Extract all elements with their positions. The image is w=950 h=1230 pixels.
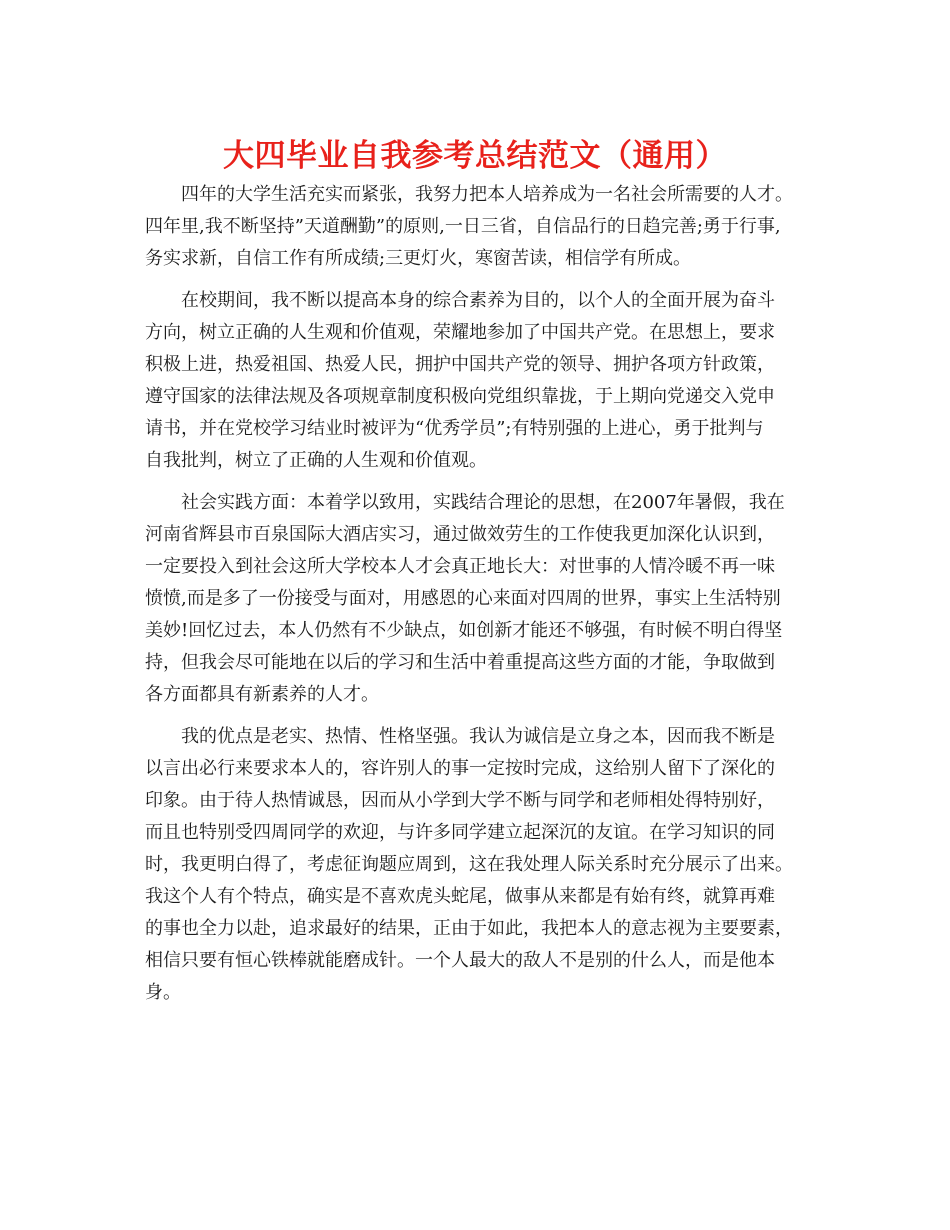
paragraph-line: 的事也全力以赴，追求最好的结果，正由于如此，我把本人的意志视为主要要素，: [145, 918, 793, 939]
paragraph-line: 在校期间，我不断以提高本身的综合素养为目的，以个人的全面开展为奋斗: [181, 290, 775, 311]
paragraph-line: 河南省辉县市百泉国际大酒店实习，通过做效劳生的工作使我更加深化认识到，: [145, 524, 775, 545]
paragraph-line: 四年的大学生活充实而紧张，我努力把本人培养成为一名社会所需要的人才。: [181, 184, 793, 205]
paragraph-line: 社会实践方面：本着学以致用，实践结合理论的思想，在2007年暑假，我在: [181, 492, 785, 513]
paragraph-line: 方向，树立正确的人生观和价值观，荣耀地参加了中国共产党。在思想上，要求: [145, 322, 775, 343]
paragraph-line: 美妙!回忆过去，本人仍然有不少缺点，如创新才能还不够强，有时候不明白得坚: [145, 620, 783, 641]
paragraph-line: 时，我更明白得了，考虑征询题应周到，这在我处理人际关系时充分展示了出来。: [145, 854, 793, 875]
paragraph-line: 相信只要有恒心铁棒就能磨成针。一个人最大的敌人不是别的什么人，而是他本: [145, 950, 775, 971]
paragraph-1: [145, 179, 817, 275]
paragraph-line: 积极上进，热爱祖国、热爱人民，拥护中国共产党的领导、拥护各项方针政策，: [145, 354, 775, 375]
document-body: [145, 179, 817, 1009]
paragraph-line: 我的优点是老实、热情、性格坚强。我认为诚信是立身之本，因而我不断是: [181, 726, 775, 747]
paragraph-line: 一定要投入到社会这所大学校本人才会真正地长大：对世事的人情冷暖不再一味: [145, 556, 775, 577]
paragraph-2: [145, 285, 817, 477]
paragraph-3: [145, 487, 817, 711]
paragraph-line: 印象。由于待人热情诚恳，因而从小学到大学不断与同学和老师相处得特别好，: [145, 790, 775, 811]
paragraph-line: 请书，并在党校学习结业时被评为“优秀学员”;有特别强的上进心，勇于批判与: [145, 418, 764, 439]
paragraph-4: [145, 721, 817, 1009]
paragraph-line: 身。: [145, 982, 181, 1003]
paragraph-line: 愤愤,而是多了一份接受与面对，用感恩的心来面对四周的世界，事实上生活特别: [145, 588, 781, 609]
document-title: 大四毕业自我参考总结范文（通用）: [223, 138, 727, 174]
paragraph-line: 各方面都具有新素养的人才。: [145, 684, 379, 705]
paragraph-line: 持，但我会尽可能地在以后的学习和生活中着重提高这些方面的才能，争取做到: [145, 652, 775, 673]
paragraph-line: 务实求新，自信工作有所成绩;三更灯火，寒窗苦读，相信学有所成。: [145, 248, 692, 269]
paragraph-line: 以言出必行来要求本人的，容许别人的事一定按时完成，这给别人留下了深化的: [145, 758, 775, 779]
paragraph-line: 自我批判，树立了正确的人生观和价值观。: [145, 450, 487, 471]
paragraph-line: 而且也特别受四周同学的欢迎，与许多同学建立起深沉的友谊。在学习知识的同: [145, 822, 775, 843]
paragraph-line: 我这个人有个特点，确实是不喜欢虎头蛇尾，做事从来都是有始有终，就算再难: [145, 886, 775, 907]
paragraph-line: 遵守国家的法律法规及各项规章制度积极向党组织靠拢，于上期向党递交入党申: [145, 386, 775, 407]
paragraph-line: 四年里,我不断坚持”天道酬勤”的原则,一日三省，自信品行的日趋完善;勇于行事,: [145, 216, 781, 237]
